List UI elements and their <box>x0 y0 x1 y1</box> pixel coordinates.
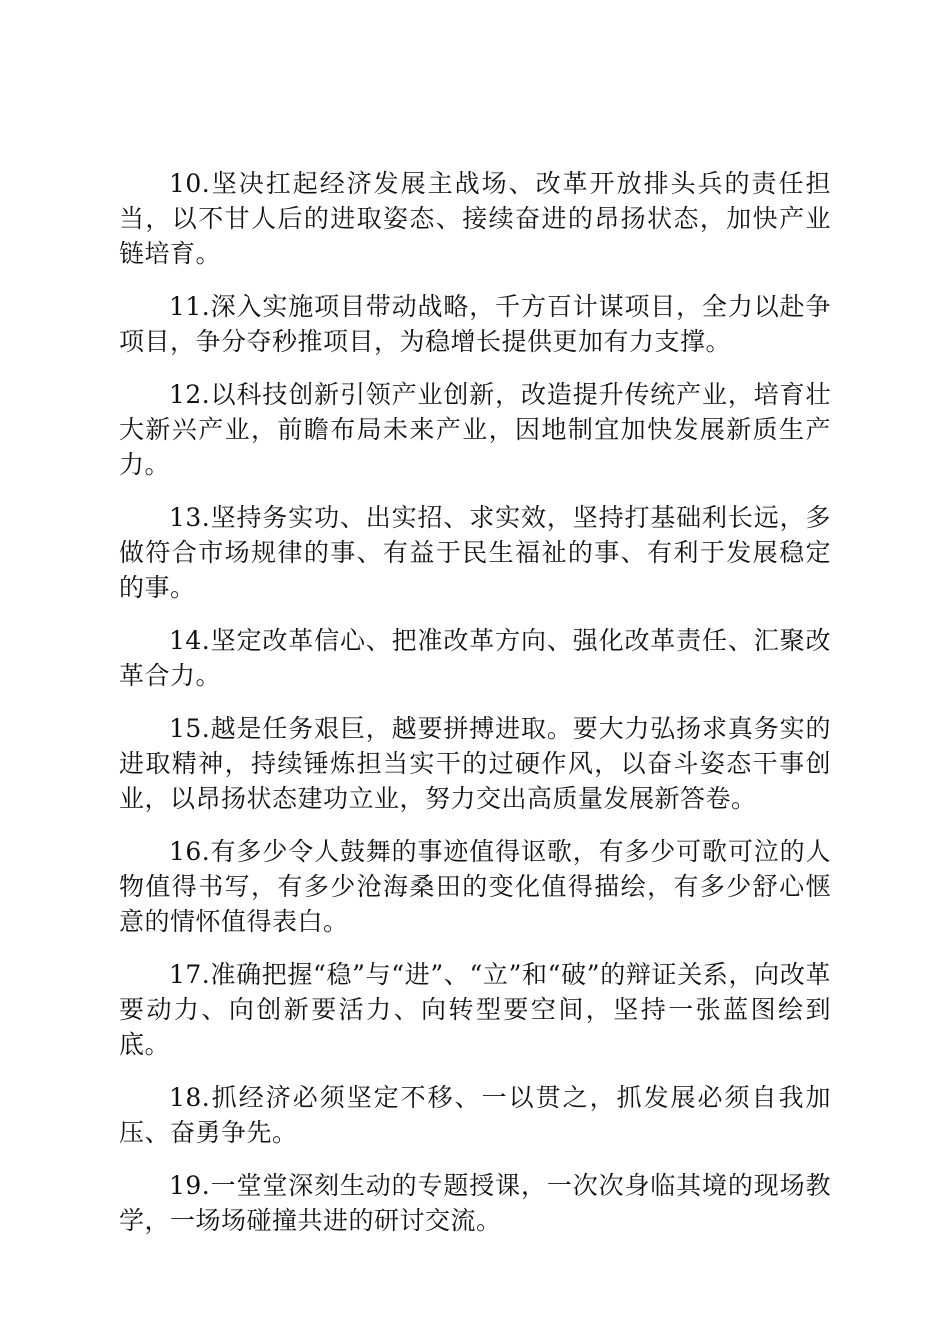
paragraph-15: 15.越是任务艰巨，越要拼搏进取。要大力弘扬求真务实的进取精神，持续锤炼担当实干的过硬作风，以奋斗姿态干事创业，以昂扬状态建功立业，努力交出高质量发展新答卷。 <box>119 714 831 813</box>
paragraph-12: 12.以科技创新引领产业创新，改造提升传统产业，培育壮大新兴产业，前瞻布局未来产业，因地制宜加快发展新质生产力。 <box>119 380 831 479</box>
document-body <box>119 166 831 1256</box>
paragraph-13: 13.坚持务实功、出实招、求实效，坚持打基础利长远，多做符合市场规律的事、有益于民生福祉的事、有利于发展稳定的事。 <box>119 503 831 602</box>
paragraph-19: 19.一堂堂深刻生动的专题授课，一次次身临其境的现场教学，一场场碰撞共进的研讨交流。 <box>119 1171 831 1235</box>
paragraph-11: 11.深入实施项目带动战略，千方百计谋项目，全力以赴争项目，争分夺秒推项目，为稳增长提供更加有力支撑。 <box>119 292 831 356</box>
paragraph-10: 10.坚决扛起经济发展主战场、改革开放排头兵的责任担当，以不甘人后的进取姿态、接续奋进的昂扬状态，加快产业链培育。 <box>119 169 831 268</box>
paragraph-16: 16.有多少令人鼓舞的事迹值得讴歌，有多少可歌可泣的人物值得书写，有多少沧海桑田的变化值得描绘，有多少舒心惬意的情怀值得表白。 <box>119 837 831 936</box>
paragraph-18: 18.抓经济必须坚定不移、一以贯之，抓发展必须自我加压、奋勇争先。 <box>119 1083 831 1147</box>
paragraph-14: 14.坚定改革信心、把准改革方向、强化改革责任、汇聚改革合力。 <box>119 626 831 690</box>
paragraph-17: 17.准确把握“稳”与“进”、“立”和“破”的辩证关系，向改革要动力、向创新要活力、向转型要空间，坚持一张蓝图绘到底。 <box>119 960 831 1059</box>
